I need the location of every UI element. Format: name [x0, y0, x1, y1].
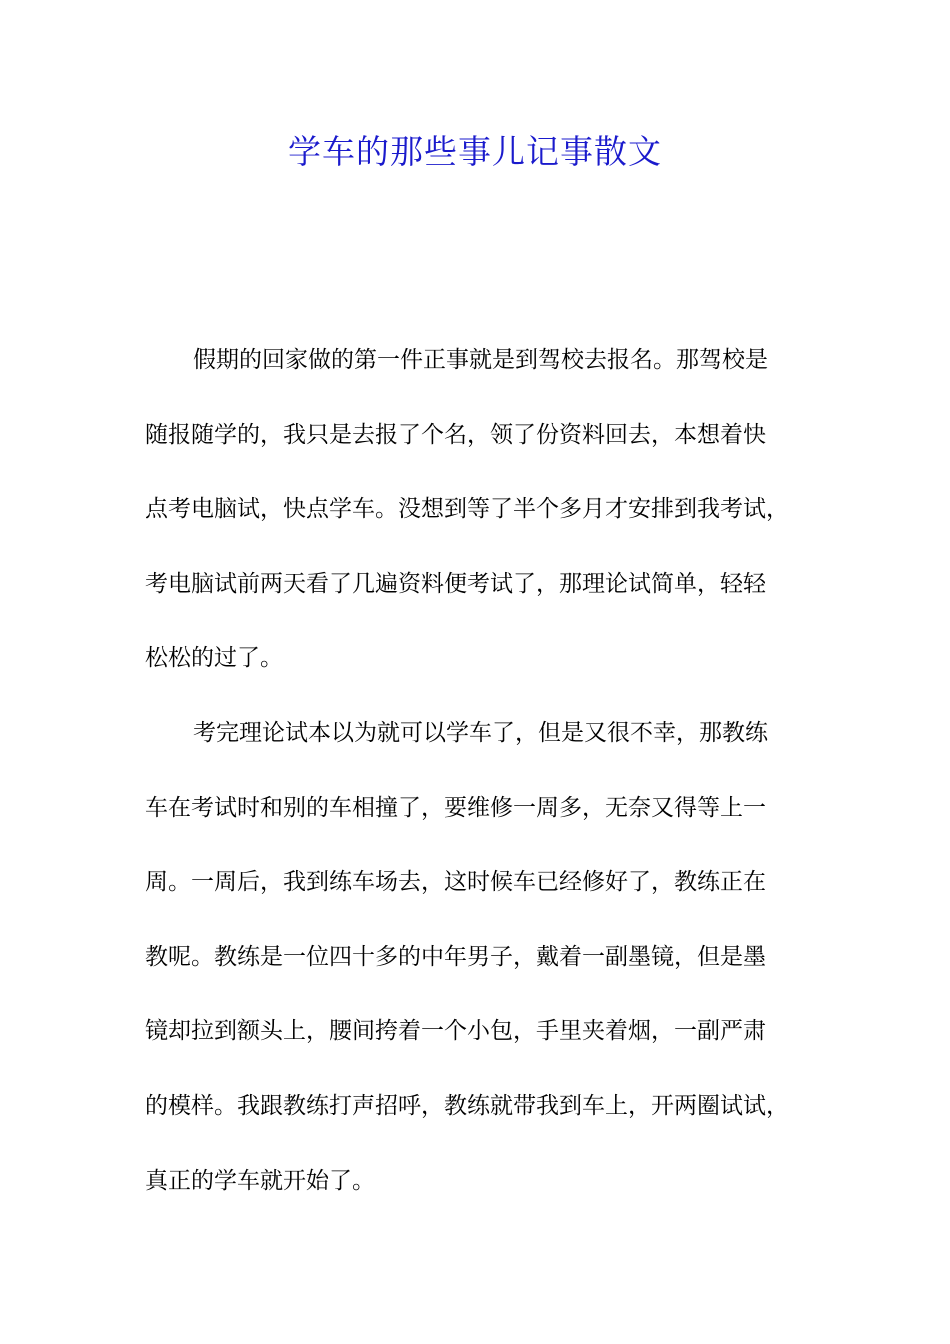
paragraph-1 — [145, 336, 835, 709]
paragraph-line: 镜却拉到额头上，腰间挎着一个小包，手里夹着烟，一副严肃 — [145, 1018, 766, 1045]
paragraph-line: 考电脑试前两天看了几遍资料便考试了，那理论试简单，轻轻 — [145, 570, 766, 597]
paragraph-line: 考完理论试本以为就可以学车了，但是又很不幸，那教练 — [193, 719, 768, 746]
paragraph-line: 教呢。教练是一位四十多的中年男子，戴着一副墨镜，但是墨 — [145, 943, 766, 970]
paragraph-line: 周。一周后，我到练车场去，这时候车已经修好了，教练正在 — [145, 869, 766, 896]
paragraph-line: 真正的学车就开始了。 — [145, 1167, 375, 1194]
paragraph-line: 的模样。我跟教练打声招呼，教练就带我到车上，开两圈试试， — [145, 1092, 789, 1119]
paragraph-line: 假期的回家做的第一件正事就是到驾校去报名。那驾校是 — [193, 347, 768, 373]
paragraph-2 — [145, 709, 835, 1231]
paragraph-line: 车在考试时和别的车相撞了，要维修一周多，无奈又得等上一 — [145, 794, 766, 821]
document-title: 学车的那些事儿记事散文 — [288, 132, 662, 171]
paragraph-line: 点考电脑试，快点学车。没想到等了半个多月才安排到我考试， — [145, 496, 789, 523]
paragraph-line: 松松的过了。 — [145, 645, 283, 672]
paragraph-line: 随报随学的，我只是去报了个名，领了份资料回去，本想着快 — [145, 421, 766, 448]
document-body — [145, 336, 835, 1231]
